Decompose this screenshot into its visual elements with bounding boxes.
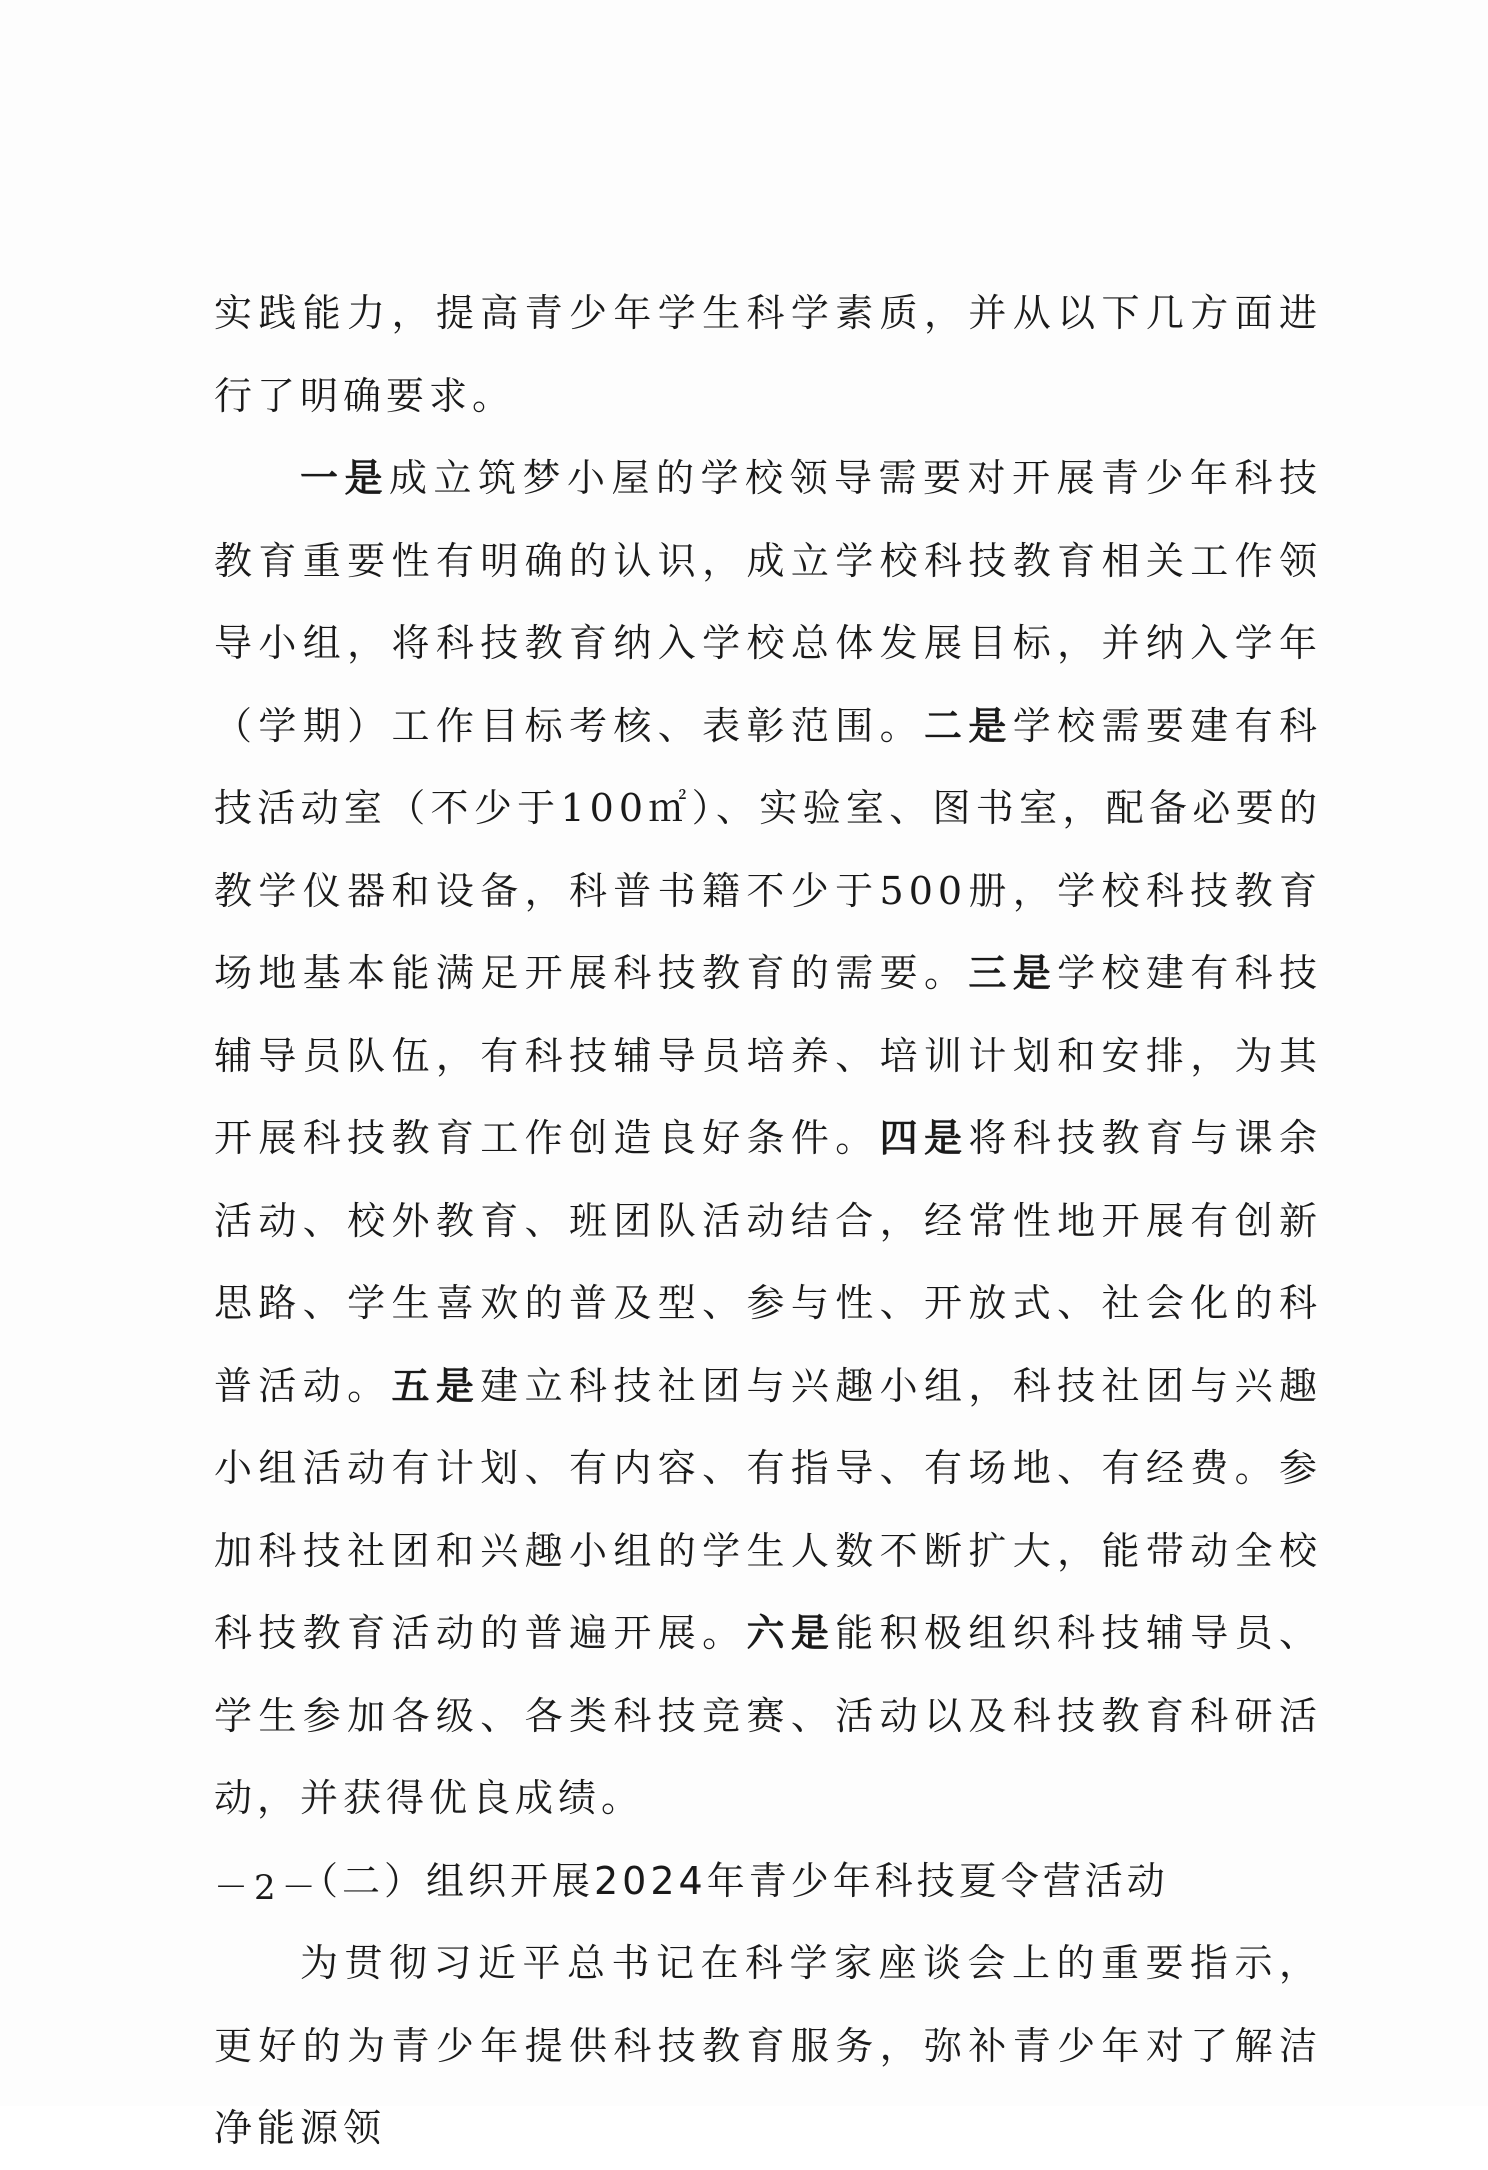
requirements-paragraph xyxy=(214,437,1322,1840)
requirement-lead: 一是 xyxy=(300,456,389,500)
requirement-text: 建立科技社团与兴趣小组，科技社团与兴趣小组活动有计划、有内容、有指导、有场地、有经费。参加科技社团和兴趣小组的学生人数不断扩大，能带动全校科技教育活动的普遍开展。 xyxy=(214,1363,1322,1655)
requirement-text: 学校建有科技辅导员队伍，有科技辅导员培养、培训计划和安排，为其开展科技教育工作创造良好条件。 xyxy=(214,951,1322,1160)
page-number: －2－ xyxy=(214,1868,322,1908)
requirement-text: 成立筑梦小屋的学校领导需要对开展青少年科技教育重要性有明确的认识，成立学校科技教育相关工作领导小组，将科技教育纳入学校总体发展目标，并纳入学年（学期）工作目标考核、表彰范围。 xyxy=(214,456,1322,748)
requirement-text: 学校需要建有科技活动室（不少于100㎡）、实验室、图书室，配备必要的教学仪器和设备，科普书籍不少于500册，学校科技教育场地基本能满足开展科技教育的需要。 xyxy=(214,703,1322,995)
requirement-lead: 五是 xyxy=(391,1363,481,1408)
requirement-lead: 四是 xyxy=(879,1116,969,1160)
section-heading: （二）组织开展2024年青少年科技夏令营活动 xyxy=(300,1858,1169,1903)
closing-paragraph: 为贯彻习近平总书记在科学家座谈会上的重要指示，更好的为青少年提供科技教育服务，弥补青少年对了解洁净能源领 xyxy=(214,1941,1322,2150)
requirement-lead: 三是 xyxy=(968,951,1058,995)
document-body xyxy=(214,272,1322,2170)
intro-paragraph: 实践能力，提高青少年学生科学素质，并从以下几方面进行了明确要求。 xyxy=(214,291,1322,418)
requirement-text: 能积极组织科技辅导员、学生参加各级、各类科技竞赛、活动以及科技教育科研活动，并获得优良成绩。 xyxy=(214,1611,1322,1820)
requirement-text: 将科技教育与课余活动、校外教育、班团队活动结合，经常性地开展有创新思路、学生喜欢的普及型、参与性、开放式、社会化的科普活动。 xyxy=(214,1116,1322,1408)
requirement-lead: 二是 xyxy=(923,703,1013,748)
requirement-lead: 六是 xyxy=(746,1611,836,1655)
